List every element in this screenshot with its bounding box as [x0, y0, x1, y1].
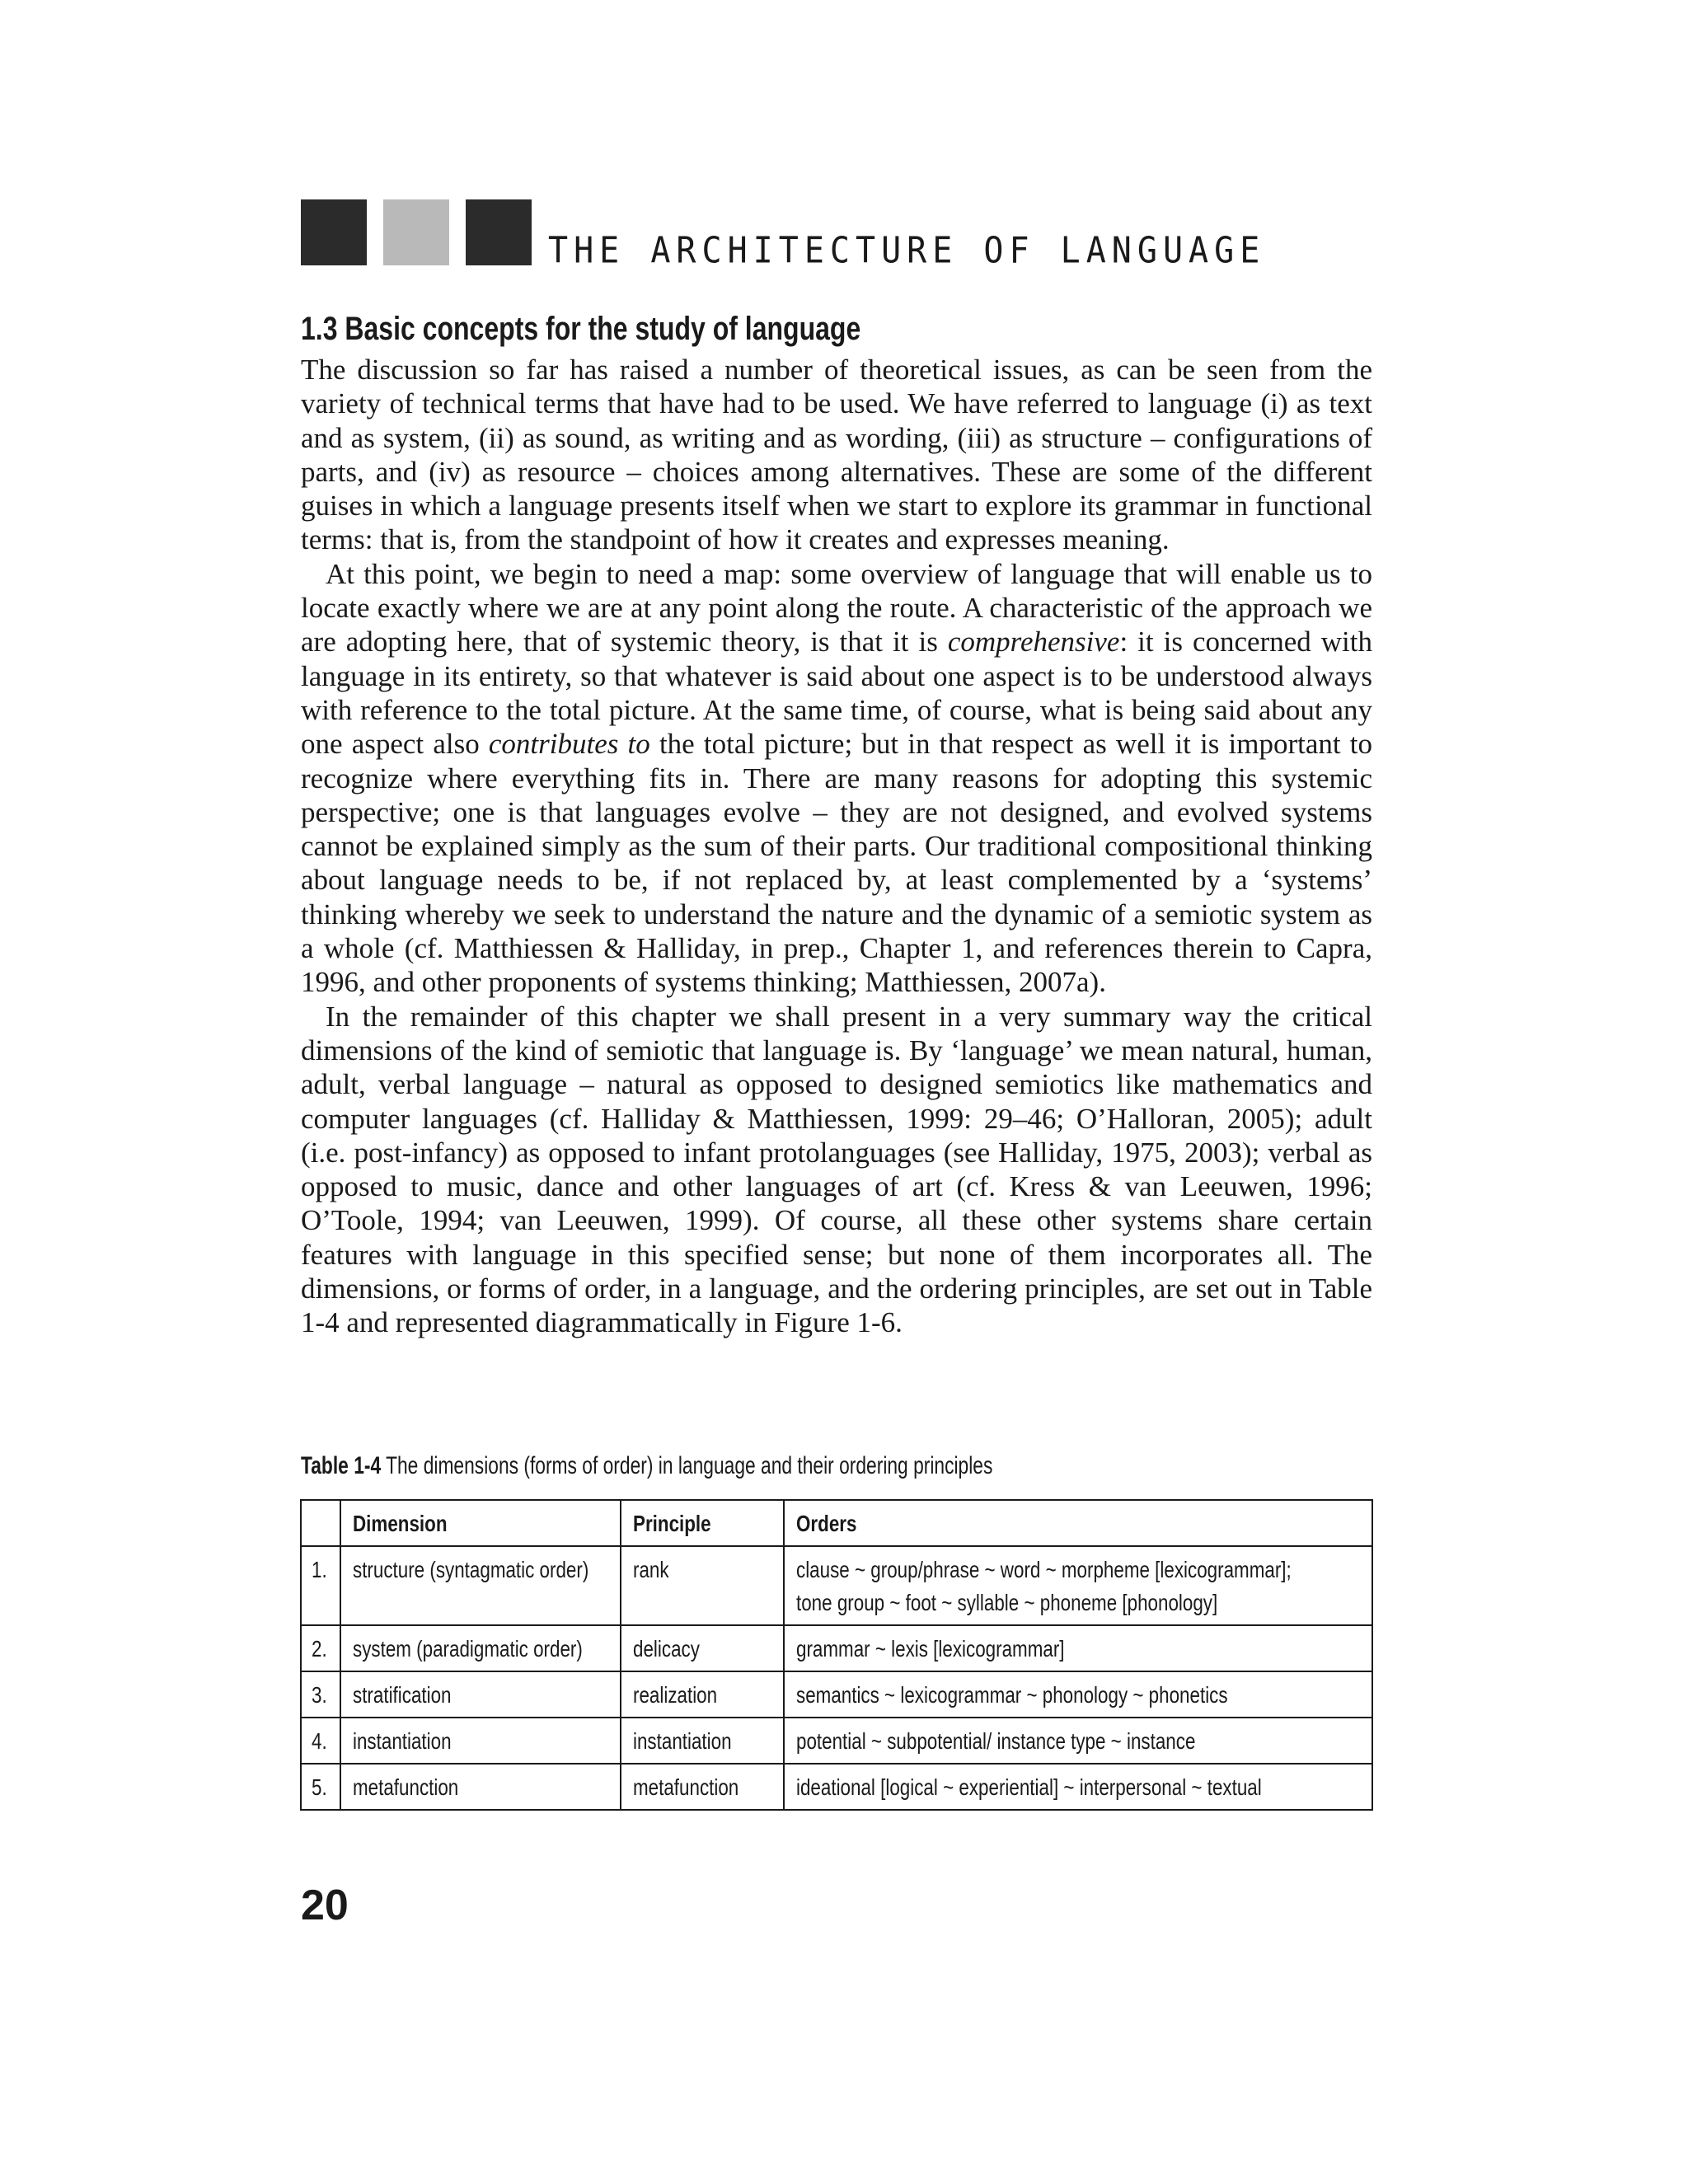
body-text	[301, 353, 1372, 1340]
row-principle: delicacy	[621, 1625, 784, 1671]
header-dimension: Dimension	[340, 1500, 621, 1546]
header-square-dark-2	[466, 199, 532, 265]
table-row	[301, 1718, 1372, 1764]
row-number: 4.	[301, 1718, 340, 1764]
table-row	[301, 1764, 1372, 1810]
row-number: 5.	[301, 1764, 340, 1810]
table-row	[301, 1625, 1372, 1671]
row-orders: clause ~ group/phrase ~ word ~ morpheme [lexicogrammar]; tone group ~ foot ~ syllable ~ phoneme [phonology]	[784, 1546, 1372, 1625]
table-row	[301, 1671, 1372, 1718]
row-principle: realization	[621, 1671, 784, 1718]
paragraph-2: At this point, we begin to need a map: some overview of language that will enable us to locate exactly where we are at any point along the route. A characteristic of the approach we are adopting here, that of systemic theory, is that it is comprehensive: it is concerned with language in its entirety, so that whatever is said about one aspect is to be understood always with reference to the total picture. At the same time, of course, what is being said about any one aspect also contributes to the total picture; but in that respect as well it is important to recognize where everything fits in. There are many reasons for adopting this systemic perspective; one is that languages evolve – they are not designed, and evolved systems cannot be explained simply as the sum of their parts. Our traditional compositional thinking about language needs to be, if not replaced by, at least complemented by a ‘systems’ thinking whereby we seek to understand the nature and the dynamic of a semiotic system as a whole (cf. Matthiessen & Halliday, in prep., Chapter 1, and references therein to Capra, 1996, and other proponents of systems thinking; Matthiessen, 2007a).	[301, 557, 1372, 999]
dimensions-table	[300, 1499, 1373, 1811]
row-orders: ideational [logical ~ experiential] ~ interpersonal ~ textual	[784, 1764, 1372, 1810]
table-row	[301, 1546, 1372, 1625]
running-header-title: THE ARCHITECTURE OF LANGUAGE	[548, 229, 1266, 272]
row-principle: instantiation	[621, 1718, 784, 1764]
header-principle: Principle	[621, 1500, 784, 1546]
row-dimension: metafunction	[340, 1764, 621, 1810]
header-orders: Orders	[784, 1500, 1372, 1546]
emphasis-comprehensive: comprehensive	[947, 626, 1120, 658]
row-number: 3.	[301, 1671, 340, 1718]
header-square-dark-1	[301, 199, 367, 265]
row-dimension: instantiation	[340, 1718, 621, 1764]
table-caption	[301, 1451, 992, 1481]
row-principle: rank	[621, 1546, 784, 1625]
row-dimension: system (paradigmatic order)	[340, 1625, 621, 1671]
page-number: 20	[301, 1882, 349, 1929]
section-heading: 1.3 Basic concepts for the study of language	[301, 311, 861, 347]
emphasis-contributes-to: contributes to	[488, 728, 650, 761]
row-orders: potential ~ subpotential/ instance type ~ instance	[784, 1718, 1372, 1764]
row-number: 1.	[301, 1546, 340, 1625]
table-caption-label: Table 1-4	[301, 1452, 382, 1479]
row-orders: grammar ~ lexis [lexicogrammar]	[784, 1625, 1372, 1671]
table-caption-text: The dimensions (forms of order) in language and their ordering principles	[381, 1452, 993, 1479]
paragraph-3: In the remainder of this chapter we shall present in a very summary way the critical dimensions of the kind of semiotic that language is. By ‘language’ we mean natural, human, adult, verbal language – natural as opposed to designed semiotics like mathematics and computer languages (cf. Halliday & Matthiessen, 1999: 29–46; O’Halloran, 2005); adult (i.e. post-infancy) as opposed to infant protolanguages (see Halliday, 1975, 2003); verbal as opposed to music, dance and other languages of art (cf. Kress & van Leeuwen, 1996; O’Toole, 1994; van Leeuwen, 1999). Of course, all these other systems share certain features with language in this specified sense; but none of them incorporates all. The dimensions, or forms of order, in a language, and the ordering principles, are set out in Table 1-4 and represented diagrammatically in Figure 1-6.	[301, 1000, 1372, 1339]
row-principle: metafunction	[621, 1764, 784, 1810]
row-orders: semantics ~ lexicogrammar ~ phonology ~ phonetics	[784, 1671, 1372, 1718]
table-header-row	[301, 1500, 1372, 1546]
row-dimension: stratification	[340, 1671, 621, 1718]
paragraph-1: The discussion so far has raised a number of theoretical issues, as can be seen from the variety of technical terms that have had to be used. We have referred to language (i) as text and as system, (ii) as sound, as writing and as wording, (iii) as structure – configurations of parts, and (iv) as resource – choices among alternatives. These are some of the different guises in which a language presents itself when we start to explore its grammar in functional terms: that is, from the standpoint of how it creates and expresses meaning.	[301, 354, 1372, 556]
row-dimension: structure (syntagmatic order)	[340, 1546, 621, 1625]
running-header	[301, 199, 1372, 272]
header-number	[301, 1500, 340, 1546]
header-square-light	[383, 199, 449, 265]
row-number: 2.	[301, 1625, 340, 1671]
